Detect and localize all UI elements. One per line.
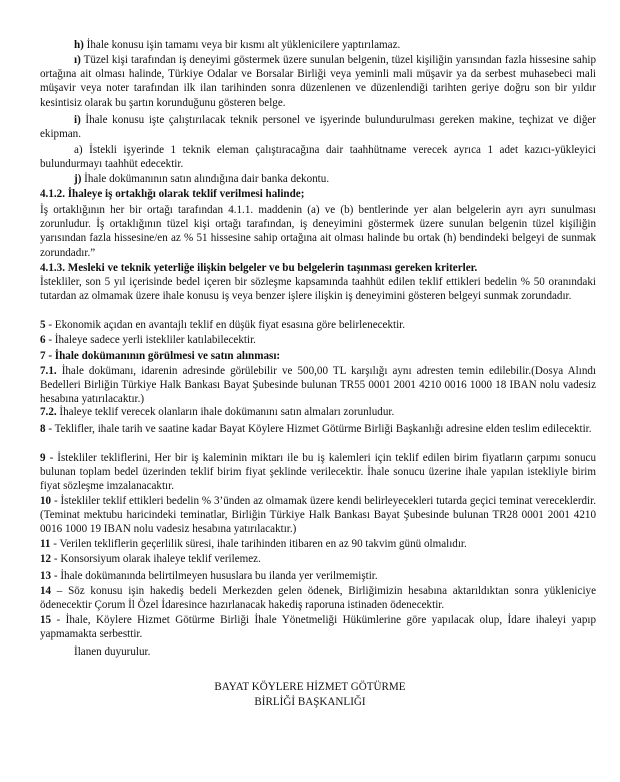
item-7-heading: 7 - İhale dokümanının görülmesi ve satın alınması: bbox=[40, 350, 281, 362]
signature-line-1: BAYAT KÖYLERE HİZMET GÖTÜRME bbox=[214, 681, 406, 693]
item-9: 9 - İstekliler tekliflerini, Her bir iş kaleminin miktarı ile bu iş kalemleri için teklif edilen birim fiyatların çarpımı sonucu bulunan toplam bedel üzerinden teklif birim fiyat şeklinde verilecektir. İhale sonucu üzerine ihale yapılan istekliyle birim fiyat sözleşme imzalanacaktır. bbox=[40, 452, 596, 493]
item-13: 13 - İhale dokümanında belirtilmeyen hususlara bu ilanda yer verilmemiştir. bbox=[40, 570, 378, 582]
item-12: 12 - Konsorsiyum olarak ihaleye teklif verilemez. bbox=[40, 553, 261, 565]
closing-line: İlanen duyurulur. bbox=[74, 646, 151, 658]
item-i2-label: i) bbox=[74, 114, 81, 126]
item-a-text: a) İstekli işyerinde 1 teknik eleman çalıştıracağına dair taahhütname verecek ayrıca 1 adet kazıcı-yükleyici bulundurmayı taahhüt edecektir. bbox=[40, 144, 596, 171]
item-h-label: h) bbox=[74, 39, 84, 51]
item-h-text: İhale konusu işin tamamı veya bir kısmı alt yüklenicilere yaptırılamaz. bbox=[83, 39, 401, 51]
section-413-heading: 4.1.3. Mesleki ve teknik yeterliğe ilişkin belgeler ve bu belgelerin taşınması gereken kriterler. bbox=[40, 262, 478, 274]
item-11: 11 - Verilen tekliflerin geçerlilik süresi, ihale tarihinden itibaren en az 90 takvim günü olmalıdır. bbox=[40, 538, 467, 550]
item-i2-text: İhale konusu işte çalıştırılacak teknik personel ve işyerinde bulundurulması gereken makine, teçhizat ve diğer ekipman. bbox=[40, 114, 596, 141]
section-413-body: İstekliler, son 5 yıl içerisinde bedel içeren bir sözleşme kapsamında taahhüt edilen teklif ettikleri bedelin % 50 oranındaki tutardan az olmamak üzere ihale konusu iş veya benzer işlere ilişkin iş deneyimini gösteren belgeyi sunmak zorundadır. bbox=[40, 276, 596, 303]
item-15: 15 - İhale, Köylere Hizmet Götürme Birliği İhale Yönetmeliği Hükümlerine göre yapılacak olup, İdare ihaleyi yapıp yapmamakta serbesttir. bbox=[40, 614, 596, 641]
section-412-heading: 4.1.2. İhaleye iş ortaklığı olarak teklif verilmesi halinde; bbox=[40, 188, 305, 200]
item-6: 6 - İhaleye sadece yerli istekliler katılabilecektir. bbox=[40, 334, 256, 346]
item-5: 5 - Ekonomik açıdan en avantajlı teklif en düşük fiyat esasına göre belirlenecektir. bbox=[40, 319, 406, 331]
item-h bbox=[40, 38, 596, 52]
item-j-text: İhale dokümanının satın alındığına dair banka dekontu. bbox=[81, 173, 330, 185]
section-412-body: İş ortaklığının her bir ortağı tarafından 4.1.1. maddenin (a) ve (b) bentlerinde yer alan belgelerin ayrı ayrı sunulması zorunludur. İş ortaklığının tüzel kişi ortağı tarafından, iş deneyimini göstermek üzere sunulan belgenin tüzel kişiliğin yarısından fazla hissesine/en az % 51 hissesine sahip ortağına ait olması halinde bu ortak (h) bendindeki belgeyi de sunmak zorundadır.” bbox=[40, 204, 596, 259]
item-14: 14 – Söz konusu işin hakediş bedeli Merkezden gelen ödenek, Birliğimizin hesabına aktarıldıktan sonra yükleniciye ödenecektir Çorum İl Özel İdaresince hazırlanacak hakediş raporuna istinaden ödenecektir. bbox=[40, 585, 596, 612]
item-a bbox=[40, 143, 596, 171]
item-j bbox=[40, 172, 596, 186]
item-7-2: 7.2. İhaleye teklif verecek olanların ihale dokümanını satın almaları zorunludur. bbox=[40, 406, 395, 418]
item-i bbox=[40, 53, 596, 110]
item-8: 8 - Teklifler, ihale tarih ve saatine kadar Bayat Köylere Hizmet Götürme Birliği Başkanlığı adresine elden teslim edilecektir. bbox=[40, 423, 592, 435]
item-i-text: Tüzel kişi tarafından iş deneyimi göstermek üzere sunulan belgenin, tüzel kişiliğin yarısından fazla hissesine sahip ortağına ait olması halinde, Türkiye Odalar ve Borsalar Birliği veya yeminli mali müşavir ya da serbest muhasebeci mali müşavir veya noter tarafından ilk ilan tarihinden sonra düzenlenen ve düzenlendiği tarihten geriye doğru son bir yıldır kesintisiz olarak bu şartın korunduğunu gösteren belge. bbox=[40, 54, 596, 109]
item-7-1: 7.1. İhale dokümanı, idarenin adresinde görülebilir ve 500,00 TL karşılığı aynı adresten temin edilebilir.(Dosya Alındı Bedelleri Birliğin Türkiye Halk Bankası Bayat Şubesinde bulunan TR55 0001 2001 4210 0016 1000 18 IBAN nolu vadesiz hesabına yatırılacaktır.) bbox=[40, 365, 596, 406]
item-j-label: j) bbox=[74, 173, 82, 185]
item-i2 bbox=[40, 113, 596, 141]
item-i-label: ı) bbox=[74, 54, 81, 66]
signature-line-2: BİRLİĞİ BAŞKANLIĞI bbox=[254, 696, 366, 708]
item-10: 10 - İstekliler teklif ettikleri bedelin % 3’ünden az olmamak üzere kendi belirleyecekleri tutarda geçici teminat vereceklerdir. (Teminat mektubu haricindeki teminatlar, Birliğin Türkiye Halk Bankası Bayat Şubesinde bulunan TR28 0001 2001 4210 0016 1000 19 IBAN nolu vadesiz hesabına yatırılacaktır.) bbox=[40, 495, 596, 536]
